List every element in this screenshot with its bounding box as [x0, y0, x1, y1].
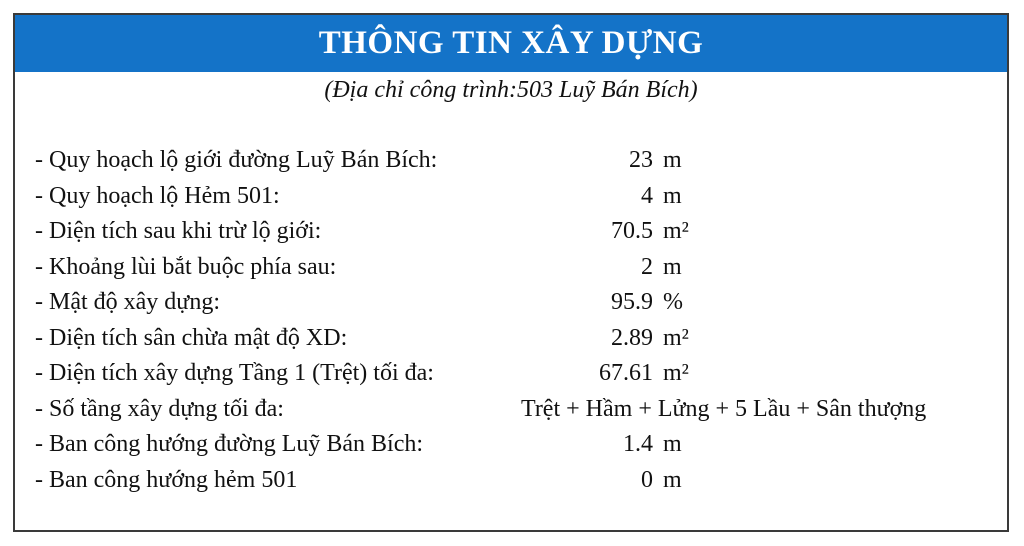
info-row-alley-setback — [35, 179, 995, 215]
construction-info-card — [13, 13, 1009, 532]
row-label: - Ban công hướng hẻm 501 — [35, 466, 298, 493]
row-unit: m — [663, 147, 682, 173]
row-value: 4 — [641, 182, 653, 209]
row-unit: m — [663, 182, 682, 209]
page-title: THÔNG TIN XÂY DỰNG — [318, 25, 704, 61]
row-label: - Diện tích sân chừa mật độ XD: — [35, 324, 348, 351]
row-label: - Mật độ xây dựng: — [35, 289, 220, 315]
row-value: 0 — [641, 466, 653, 493]
row-label: - Diện tích sau khi trừ lộ giới: — [35, 218, 322, 244]
row-value: 2 — [641, 253, 653, 280]
row-unit: m² — [663, 324, 689, 351]
row-label: - Quy hoạch lộ Hẻm 501: — [35, 182, 280, 209]
row-label: - Diện tích xây dựng Tầng 1 (Trệt) tối đa: — [35, 360, 434, 386]
info-list — [35, 143, 995, 498]
row-value: 1.4 — [623, 431, 653, 457]
row-unit: m — [663, 431, 682, 457]
info-row-street-setback — [35, 143, 995, 179]
address-subtitle: (Địa chỉ công trình:503 Luỹ Bán Bích) — [324, 77, 698, 103]
row-unit: m — [663, 466, 682, 493]
row-value: 67.61 — [599, 360, 653, 386]
info-row-yard-area — [35, 321, 995, 357]
title-banner — [15, 15, 1007, 72]
row-label: - Khoảng lùi bắt buộc phía sau: — [35, 253, 337, 280]
row-value: 2.89 — [611, 324, 653, 351]
info-row-max-floors — [35, 392, 995, 428]
row-value: 70.5 — [611, 218, 653, 244]
row-unit: % — [663, 289, 683, 315]
row-value: 95.9 — [611, 289, 653, 315]
info-row-building-density — [35, 285, 995, 321]
row-label: - Ban công hướng đường Luỹ Bán Bích: — [35, 431, 424, 457]
row-unit: m² — [663, 360, 689, 386]
row-label: - Số tầng xây dựng tối đa: — [35, 395, 284, 422]
info-row-rear-setback — [35, 250, 995, 286]
row-label: - Quy hoạch lộ giới đường Luỹ Bán Bích: — [35, 147, 438, 173]
row-unit: m² — [663, 218, 689, 244]
info-row-ground-floor-area — [35, 356, 995, 392]
row-value: Trệt + Hầm + Lửng + 5 Lầu + Sân thượng — [521, 395, 927, 422]
info-row-alley-balcony — [35, 463, 995, 499]
row-unit: m — [663, 253, 682, 280]
row-value: 23 — [629, 147, 653, 173]
info-row-area-after-setback — [35, 214, 995, 250]
info-row-street-balcony — [35, 427, 995, 463]
